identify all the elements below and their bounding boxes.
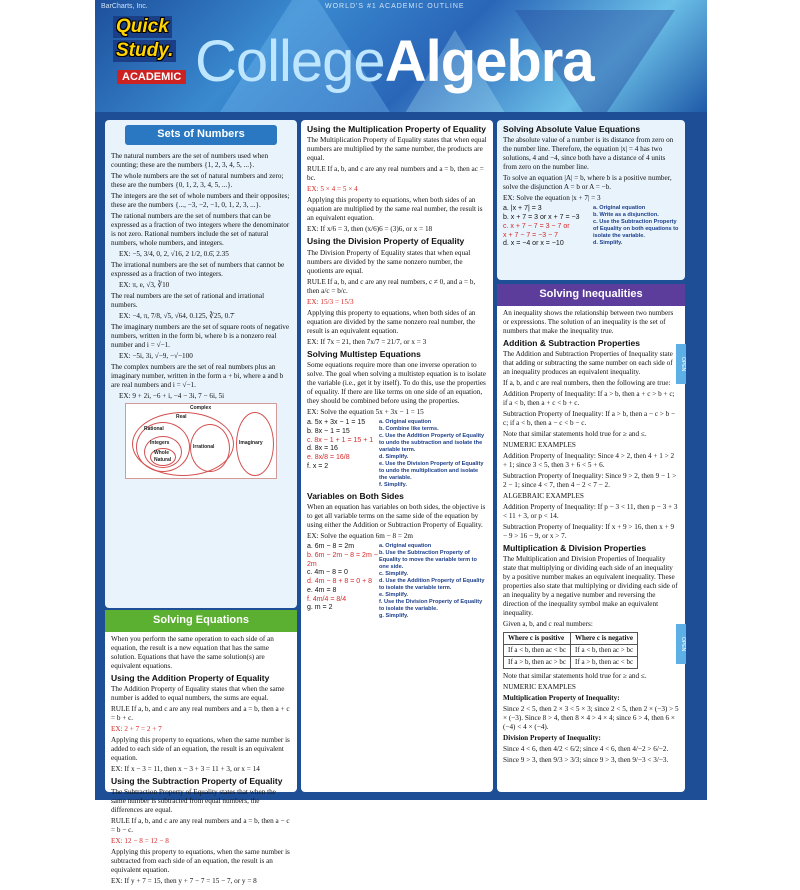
rational-numbers-text: The rational numbers are the set of numbers that can be expressed as a fraction of two integers where the denominator is not zero. Rational numbers include the set of natural numbers, whole numbers, and integers.: [111, 211, 290, 247]
irrational-numbers-text: The irrational numbers are the set of numbers that cannot be expressed as a fraction of two integers.: [111, 260, 285, 278]
table-row: [504, 645, 638, 657]
add-sub-text: The Addition and Subtraction Properties of Inequality state that adding or subtracting the same number on each side of an inequality produces an equivalent inequality.: [503, 350, 673, 377]
absolute-value-panel: [497, 120, 685, 280]
step-note: d. Simplify.: [593, 240, 623, 247]
absolute-value-text: The absolute value of a number is its distance from zero on the number line. Therefore, the equation |x| = 4 has two solutions, 4 and −4, since both have a distance of 4 units from zero on the number line.: [503, 136, 674, 172]
mult-inequality-examples: Since 2 < 5, then 2 × 3 < 5 × 3; since 2 < 5, then 2 × (−3) > 5 × (−3). Since 8 > 4, then 8 × 4 > 4 × 4; since 6 > 4, then 6 × (−4) < 4 × (−4).: [503, 704, 679, 731]
side-tab: OPEN: [676, 624, 686, 664]
section-heading: Solving Equations: [105, 610, 297, 632]
side-tab: OPEN: [676, 344, 686, 384]
div-inequality-example-1: Since 4 < 6, then 4/2 < 6/2; since 4 < 6, then 4/−2 > 6/−2.: [503, 744, 669, 753]
mult-div-heading: Multiplication & Division Properties: [503, 543, 647, 554]
diagram-label-whole: Whole: [154, 449, 169, 456]
table-header-row: [504, 633, 638, 645]
addition-inequality-property: Addition Property of Inequality: If a > b, then a + c > b + c; if a < b, then a + c < b + c.: [503, 390, 675, 408]
multiplication-example-1: EX: 5 × 4 = 5 × 4: [307, 185, 358, 194]
complex-numbers-text: The complex numbers are the set of real numbers plus an imaginary number, written in the form a + bi, where a and b are real numbers and i = √−1.: [111, 362, 284, 389]
division-example-1: EX: 15/3 = 15/3: [307, 297, 354, 306]
multistep-equations: [307, 419, 379, 489]
division-property-heading: Using the Division Property of Equality: [307, 236, 465, 247]
numeric-addition-example: Addition Property of Inequality: Since 4 > 2, then 4 + 1 > 2 + 1; since 3 < 5, then 3 + 6 < 5 + 6.: [503, 452, 675, 470]
addition-example-2: EX: If x − 3 = 11, then x − 3 + 3 = 11 + 3, or x = 14: [111, 765, 260, 774]
subtraction-property-heading: Using the Subtraction Property of Equality: [111, 776, 283, 787]
multiplication-rule: RULE If a, b, and c are any real numbers and a = b, then ac = bc.: [307, 165, 484, 183]
step-note: e. Simplify.: [379, 592, 409, 599]
step-note: c. Simplify.: [379, 571, 409, 578]
step-note: c. Use the Addition Property of Equality to undo the subtraction and isolate the variable term.: [379, 433, 485, 453]
step-line: a. 6m − 8 = 2m: [307, 543, 355, 551]
addition-property-text: The Addition Property of Equality states that when the same number is added to equal numbers, the sums are equal.: [111, 685, 285, 703]
inequality-note-2: Note that similar statements hold true for ≥ and ≤.: [503, 671, 647, 680]
step-line: e. 8x/8 = 16/8: [307, 454, 350, 462]
step-line: e. 4m = 8: [307, 586, 337, 594]
table-cell: If a < b, then ac > bc: [571, 645, 638, 657]
study-sheet: [95, 0, 707, 886]
step-note: a. Original equation: [379, 543, 432, 550]
absolute-value-text-2: To solve an equation |A| = b, where b is a positive number, solve the disjunction A = b or A = −b.: [503, 174, 672, 192]
division-property-text: The Division Property of Equality states that when equal numbers are divided by the same nonzero number, the quotients are equal.: [307, 248, 471, 275]
both-sides-steps: [307, 543, 487, 620]
section-heading: Solving Inequalities: [497, 284, 685, 306]
subtraction-property-text: The Subtraction Property of Equality states that when the same number is subtracted from equal numbers, the differences are equal.: [111, 788, 276, 815]
step-line: f. x = 2: [307, 462, 329, 470]
diagram-label-complex: Complex: [190, 404, 212, 411]
logo-line1: Quick: [113, 16, 172, 38]
subtraction-example-1: EX: 12 − 8 = 12 − 8: [111, 837, 169, 846]
number-sets-diagram: [125, 403, 277, 479]
table-row: [504, 656, 638, 668]
absolute-value-notes: [593, 205, 679, 249]
multiplication-property-heading: Using the Multiplication Property of Equality: [307, 124, 486, 134]
quickstudy-logo: [113, 14, 198, 94]
addition-example-1: EX: 2 + 7 = 2 + 7: [111, 725, 162, 734]
multistep-heading: Solving Multistep Equations: [307, 348, 421, 359]
absolute-value-steps: [503, 205, 679, 249]
numeric-examples-label-2: NUMERIC EXAMPLES: [503, 682, 576, 691]
step-line: x + 7 − 7 = −3 − 7: [503, 231, 559, 239]
step-note: e. Use the Division Property of Equality to undo the multiplication and isolate the variable.: [379, 460, 484, 481]
absolute-value-heading: Solving Absolute Value Equations: [503, 124, 641, 134]
both-sides-equations: [307, 543, 379, 620]
step-note: b. Write as a disjunction.: [593, 212, 659, 219]
title-word-algebra: Algebra: [384, 29, 594, 94]
content-area: [95, 112, 707, 886]
step-note: a. Original equation: [379, 419, 432, 426]
outline-text: WORLD'S #1 ACADEMIC OUTLINE: [325, 3, 465, 10]
mult-inequality-heading: Multiplication Property of Inequality:: [503, 693, 620, 702]
imaginary-example: EX: −5i, 3i, √−9, −√−100: [119, 351, 193, 360]
step-note: a. Original equation: [593, 205, 646, 212]
step-line: c. x + 7 − 7 = 3 − 7 or: [503, 222, 570, 230]
section-heading: Sets of Numbers: [125, 125, 277, 145]
whole-numbers-text: The whole numbers are the set of natural numbers and zero; these are the numbers {0, 1, 2, 3, 4, 5, ...}.: [111, 171, 284, 189]
natural-numbers-text: The natural numbers are the set of numbers used when counting; these are the numbers {1, 2, 3, 4, 5, ...}.: [111, 151, 269, 169]
add-sub-heading: Addition & Subtraction Properties: [503, 337, 640, 348]
addition-property-text-2: Applying this property to equations, when the same number is added to each side of an equation, the result is an equivalent equation.: [111, 736, 290, 763]
table-cell: If a > b, then ac < bc: [571, 656, 638, 668]
integers-text: The integers are the set of whole numbers and their opposites; these are the numbers {..., −3, −2, −1, 0, 1, 2, 3, ...}.: [111, 191, 290, 209]
subtraction-example-2: EX: If y + 7 = 15, then y + 7 − 7 = 15 − 7, or y = 8: [111, 877, 257, 886]
both-sides-notes: [379, 543, 487, 620]
multistep-text: Some equations require more than one inverse operation to solve. The goal when solving a multistep equation is to isolate the variable (i.e., get it by itself). To do this, use the properties of equality. If there are like terms on one side of an equation, they should be combined before using the properties.: [307, 361, 486, 406]
multistep-steps: [307, 419, 487, 489]
add-sub-text-2: If a, b, and c are real numbers, then the following are true:: [503, 379, 671, 388]
sets-of-numbers-panel: [105, 120, 297, 608]
subtraction-rule: RULE If a, b, and c are any real numbers and a = b, then a − c = b − c.: [111, 817, 290, 835]
header-banner: [95, 0, 707, 112]
step-line: d. x = −4 or x = −10: [503, 240, 564, 248]
table-cell: If a > b, then ac > bc: [504, 656, 571, 668]
multistep-example: EX: Solve the equation 5x + 3x − 1 = 15: [307, 408, 424, 417]
solving-inequalities-panel: [497, 284, 685, 792]
sign-rules-table: [503, 632, 638, 668]
logo-line2: Study.: [113, 40, 176, 62]
logo-line3: ACADEMIC: [117, 70, 186, 84]
step-note: g. Simplify.: [379, 613, 409, 620]
step-note: f. Simplify.: [379, 481, 407, 488]
table-header-cell: Where c is positive: [504, 633, 571, 645]
diagram-label-irrational: Irrational: [193, 443, 215, 450]
step-line: b. 6m − 2m − 8 = 2m − 2m: [307, 551, 378, 568]
publisher-text: BarCharts, Inc.: [101, 3, 148, 10]
step-note: f. Use the Division Property of Equality to isolate the variable.: [379, 599, 483, 613]
multiplication-property-text-2: Applying this property to equations, when both sides of an equation are multiplied by the same real number, the result is an equivalent equation.: [307, 196, 483, 223]
algebraic-addition-example: Addition Property of Inequality: If p − 3 < 11, then p − 3 + 3 < 11 + 3, or p < 14.: [503, 503, 678, 521]
absolute-value-example: EX: Solve the equation |x + 7| = 3: [503, 194, 601, 203]
middle-panel: [301, 120, 493, 792]
subtraction-property-text-2: Applying this property to equations, when the same number is subtracted from each side of an equation, the result is an equivalent equation.: [111, 848, 290, 875]
both-sides-heading: Variables on Both Sides: [307, 490, 404, 501]
div-inequality-heading: Division Property of Inequality:: [503, 733, 601, 742]
step-line: a. |x + 7| = 3: [503, 205, 542, 213]
table-header-cell: Where c is negative: [571, 633, 638, 645]
both-sides-example: EX: Solve the equation 6m − 8 = 2m: [307, 532, 413, 541]
step-line: g. m = 2: [307, 604, 333, 612]
addition-rule: RULE If a, b, and c are any real numbers and a = b, then a + c = b + c.: [111, 705, 290, 723]
step-note: d. Simplify.: [379, 453, 409, 460]
irrational-example: EX: π, e, √3, ∛10: [119, 280, 170, 289]
rational-example: EX: −5, 3/4, 0, 2, √16, 2 1/2, 0.6̄, 2.35: [119, 249, 229, 258]
step-note: d. Use the Addition Property of Equality to isolate the variable term.: [379, 578, 485, 592]
absolute-value-equations: [503, 205, 593, 249]
step-line: a. 5x + 3x − 1 = 15: [307, 419, 366, 427]
addition-property-heading: Using the Addition Property of Equality: [111, 672, 270, 683]
diagram-label-real: Real: [176, 413, 187, 420]
multistep-notes: [379, 419, 487, 489]
division-example-2: EX: If 7x = 21, then 7x/7 = 21/7, or x = 3: [307, 337, 427, 346]
step-line: b. x + 7 = 3 or x + 7 = −3: [503, 214, 580, 222]
inequalities-intro: An inequality shows the relationship between two numbers or expressions. The solution of an inequality is the set of numbers that make the inequality true.: [503, 308, 674, 335]
multiplication-property-text: The Multiplication Property of Equality states that when equal numbers are multiplied by the same number, the products are equal.: [307, 136, 487, 163]
division-property-text-2: Applying this property to equations, when both sides of an equation are divided by the same nonzero real number, the result is an equivalent equation.: [307, 308, 476, 335]
step-line: d. 4m − 8 + 8 = 0 + 8: [307, 578, 372, 586]
page-title: [195, 28, 594, 95]
both-sides-text: When an equation has variables on both sides, the objective is to get all variable terms on the same side of the equation by using either the Addition or Subtraction Property of Equality.: [307, 503, 486, 530]
title-word-college: College: [195, 29, 385, 94]
real-numbers-text: The real numbers are the set of rational and irrational numbers.: [111, 291, 265, 309]
mult-div-text: The Multiplication and Division Properties of Inequality state that multiplying or dividing each side of an inequality by a positive number makes an equivalent inequality. These properties also state that multiplying or dividing each side of an inequality by a negative number and reversing the direction of the inequality symbol make an equivalent inequality.: [503, 555, 678, 618]
step-note: b. Combine like terms.: [379, 426, 439, 433]
division-rule: RULE If a, b, and c are any real numbers, c ≠ 0, and a = b, then a/c = b/c.: [307, 277, 476, 295]
imaginary-numbers-text: The imaginary numbers are the set of square roots of negative numbers, written in the form bi, where b is a nonzero real number and i = √−1.: [111, 322, 290, 349]
subtraction-inequality-property: Subtraction Property of Inequality: If a > b, then a − c > b − c; if a < b, then a − c < b − c.: [503, 410, 676, 428]
algebraic-examples-label: ALGEBRAIC EXAMPLES: [503, 492, 584, 501]
table-cell: If a < b, then ac < bc: [504, 645, 571, 657]
solving-equations-panel: [105, 610, 297, 886]
diagram-label-natural: Natural: [154, 456, 172, 463]
diagram-label-imaginary: Imaginary: [239, 439, 263, 446]
step-note: c. Use the Subtraction Property of Equality on both equations to isolate the variable.: [593, 219, 679, 240]
step-line: c. 8x − 1 + 1 = 15 + 1: [307, 436, 374, 444]
algebraic-subtraction-example: Subtraction Property of Inequality: If x + 9 > 16, then x + 9 − 9 > 16 − 9, or x > 7.: [503, 523, 675, 541]
multiplication-example-2: EX: If x/6 = 3, then (x/6)6 = (3)6, or x = 18: [307, 225, 433, 234]
diagram-label-rational: Rational: [144, 425, 164, 432]
step-line: b. 8x − 1 = 15: [307, 427, 350, 435]
inequality-note: Note that similar statements hold true for ≥ and ≤.: [503, 430, 647, 439]
complex-example: EX: 9 + 2i, −6 + i, −4 − 3i, 7 − 6i, 5i: [119, 391, 225, 400]
diagram-label-integers: Integers: [150, 439, 170, 446]
div-inequality-example-2: Since 9 > 3, then 9/3 > 3/3; since 9 > 3, then 9/−3 < 3/−3.: [503, 755, 669, 764]
numeric-examples-label: NUMERIC EXAMPLES: [503, 441, 576, 450]
step-note: b. Use the Subtraction Property of Equality to move the variable term to one side.: [379, 550, 477, 571]
numeric-subtraction-example: Subtraction Property of Inequality: Since 9 > 2, then 9 − 1 > 2 − 1; since 4 < 7, then 4 − 2 < 7 − 2.: [503, 472, 677, 490]
solving-intro: When you perform the same operation to each side of an equation, the result is a new equation that has the same solution. Equations that have the same solution(s) are equivalent equations.: [111, 634, 274, 670]
real-example: EX: −4, π, 7/8, √5, √64, 0.125, ∛25, 0.7̄: [119, 311, 234, 320]
step-line: f. 4m/4 = 8/4: [307, 595, 347, 603]
given-text: Given a, b, and c real numbers:: [503, 620, 593, 629]
step-line: d. 8x = 16: [307, 445, 338, 453]
step-line: c. 4m − 8 = 0: [307, 569, 348, 577]
